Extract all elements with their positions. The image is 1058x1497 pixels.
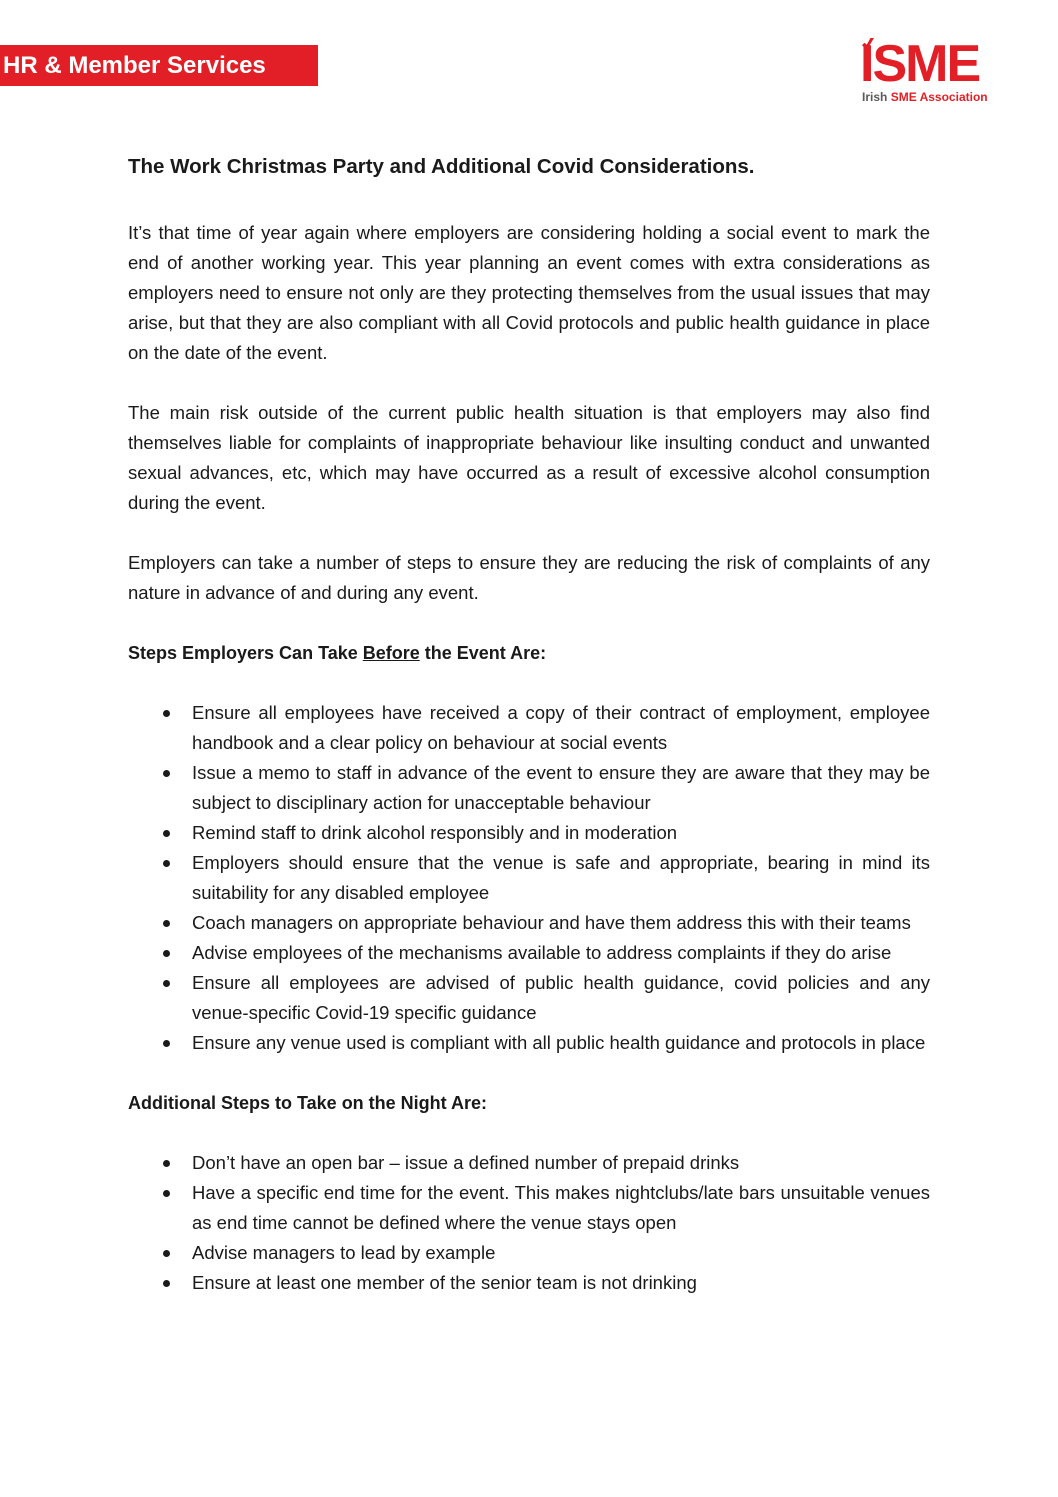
bullet-icon xyxy=(163,860,170,867)
bullet-icon xyxy=(163,1190,170,1197)
list-item-text: Ensure any venue used is compliant with all public health guidance and protocols in place xyxy=(192,1032,926,1053)
logo-main-text: ISME xyxy=(860,35,980,93)
intro-paragraph: It’s that time of year again where employers are considering holding a social event to mark the end of another working year. This year planning an event comes with extra considerations as employers need to ensure not only are they protecting themselves from the usual issues that may arise, but that they are also compliant with all Covid protocols and public health guidance in place on the date of the event. xyxy=(128,222,930,363)
list-item-text: Ensure all employees are advised of public health guidance, covid policies and any venue-specific Covid-19 specific guidance xyxy=(192,972,930,1023)
bullet-icon xyxy=(163,950,170,957)
header-banner xyxy=(0,45,318,86)
list-item xyxy=(128,938,930,968)
list-item-text: Coach managers on appropriate behaviour and have them address this with their teams xyxy=(192,912,911,933)
list-item-text: Employers should ensure that the venue is safe and appropriate, bearing in mind its suitability for any disabled employee xyxy=(192,852,930,903)
document-title: The Work Christmas Party and Additional Covid Considerations. xyxy=(128,155,755,178)
list-item xyxy=(128,1268,930,1298)
bullet-icon xyxy=(163,830,170,837)
list-item-text: Remind staff to drink alcohol responsibly and in moderation xyxy=(192,822,678,843)
list-item xyxy=(128,818,930,848)
list-item-text: Issue a memo to staff in advance of the event to ensure they are aware that they may be subject to disciplinary action for unacceptable behaviour xyxy=(192,762,930,813)
list-item xyxy=(128,1238,930,1268)
isme-logo xyxy=(856,35,996,108)
risk-paragraph: The main risk outside of the current public health situation is that employers may also find themselves liable for complaints of inappropriate behaviour like insulting conduct and unwanted sexual advances, etc, which may have occurred as a result of excessive alcohol consumption during the event. xyxy=(128,402,930,513)
logo-subtitle xyxy=(862,90,988,104)
list-item-text: Have a specific end time for the event. This makes nightclubs/late bars unsuitable venues as end time cannot be defined where the venue stays open xyxy=(192,1182,930,1233)
list-item-text: Advise managers to lead by example xyxy=(192,1242,496,1263)
list-item-text: Ensure all employees have received a copy of their contract of employment, employee handbook and a clear policy on behaviour at social events xyxy=(192,702,930,753)
list-item xyxy=(128,1178,930,1238)
bullet-icon xyxy=(163,1250,170,1257)
heading-before-pre: Steps Employers Can Take xyxy=(128,643,363,663)
logo-sub-suffix: Association xyxy=(916,90,988,104)
steps-paragraph: Employers can take a number of steps to ensure they are reducing the risk of complaints of any nature in advance of and during any event. xyxy=(128,552,930,603)
list-item xyxy=(128,758,930,818)
bullet-icon xyxy=(163,1160,170,1167)
bullet-icon xyxy=(163,1280,170,1287)
list-item xyxy=(128,848,930,908)
bullet-icon xyxy=(163,1040,170,1047)
night-steps-list xyxy=(128,1148,930,1298)
heading-before-underlined: Before xyxy=(362,643,420,663)
section-heading-night: Additional Steps to Take on the Night Are: xyxy=(128,1093,488,1113)
heading-before-post: the Event Are: xyxy=(419,643,547,663)
list-item-text: Advise employees of the mechanisms available to address complaints if they do arise xyxy=(192,942,892,963)
list-item xyxy=(128,908,930,938)
bullet-icon xyxy=(163,710,170,717)
list-item-text: Ensure at least one member of the senior team is not drinking xyxy=(192,1272,697,1293)
document-body xyxy=(128,150,930,1328)
banner-label: HR & Member Services xyxy=(3,52,266,79)
logo-sub-highlight: SME xyxy=(890,90,917,104)
logo-sub-prefix: Irish xyxy=(862,90,891,104)
bullet-icon xyxy=(163,770,170,777)
list-item xyxy=(128,698,930,758)
list-item-text: Don’t have an open bar – issue a defined number of prepaid drinks xyxy=(192,1152,740,1173)
list-item xyxy=(128,1028,930,1058)
section-heading-before xyxy=(128,638,930,668)
list-item xyxy=(128,1148,930,1178)
bullet-icon xyxy=(163,980,170,987)
bullet-icon xyxy=(163,920,170,927)
before-event-list xyxy=(128,698,930,1058)
list-item xyxy=(128,968,930,1028)
